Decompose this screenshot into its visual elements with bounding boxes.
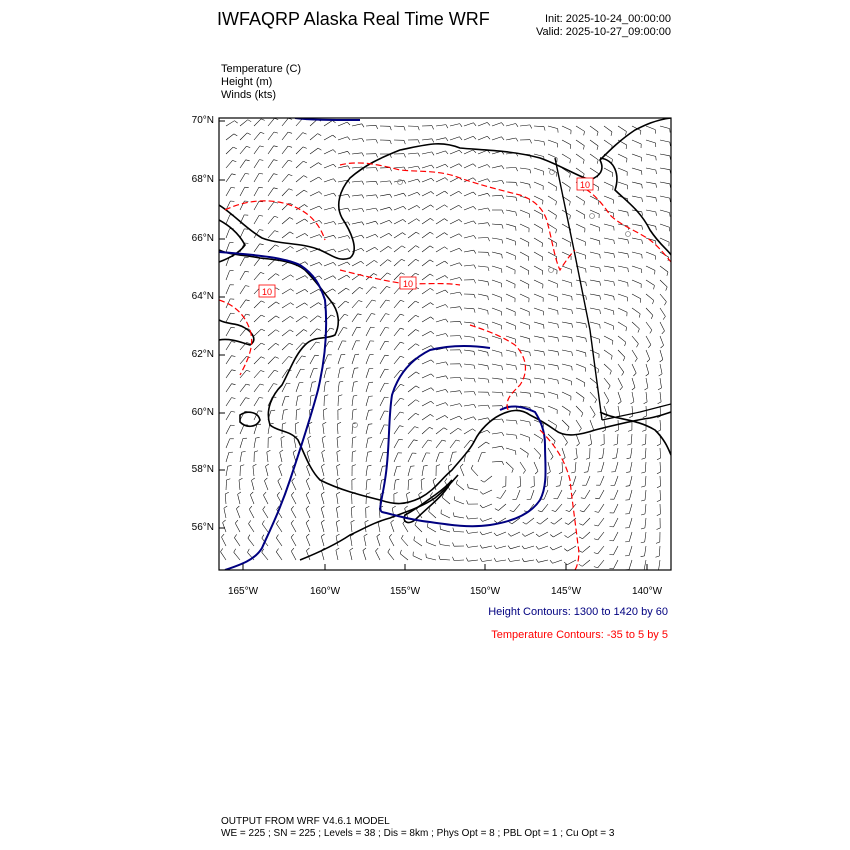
- lat-label: 68°N: [191, 174, 214, 185]
- lat-label: 62°N: [191, 349, 214, 360]
- contour-label-2: 10: [402, 279, 414, 289]
- lat-label: 64°N: [191, 291, 214, 302]
- legend-height: Height (m): [221, 76, 273, 88]
- map-frame-bg: [219, 118, 671, 570]
- lon-label: 150°W: [469, 586, 501, 597]
- lon-label: 160°W: [309, 586, 341, 597]
- valid-time: Valid: 2025-10-27_09:00:00: [536, 26, 671, 38]
- lon-label: 145°W: [550, 586, 582, 597]
- contour-label-3: 10: [261, 287, 273, 297]
- init-time: Init: 2025-10-24_00:00:00: [545, 13, 671, 25]
- legend-winds: Winds (kts): [221, 89, 276, 101]
- lat-label: 70°N: [191, 115, 214, 126]
- lat-label: 60°N: [191, 407, 214, 418]
- contour-label-1: 10: [579, 180, 591, 190]
- lat-label: 56°N: [191, 522, 214, 533]
- legend-temperature: Temperature (C): [221, 63, 302, 75]
- lat-label: 58°N: [191, 464, 214, 475]
- height-contours-note: Height Contours: 1300 to 1420 by 60: [488, 606, 668, 618]
- model-footer: [221, 816, 614, 840]
- lat-label: 66°N: [191, 233, 214, 244]
- map-title: IWFAQRP Alaska Real Time WRF: [217, 9, 490, 29]
- temperature-contours-note: Temperature Contours: -35 to 5 by 5: [491, 629, 668, 641]
- lon-label: 155°W: [389, 586, 421, 597]
- lon-label: 140°W: [631, 586, 663, 597]
- footer-model: OUTPUT FROM WRF V4.6.1 MODEL: [221, 816, 390, 827]
- lon-label: 165°W: [227, 586, 259, 597]
- footer-config: WE = 225 ; SN = 225 ; Levels = 38 ; Dis = 8km ; Phys Opt = 8 ; PBL Opt = 1 ; Cu Opt = 3: [221, 828, 615, 839]
